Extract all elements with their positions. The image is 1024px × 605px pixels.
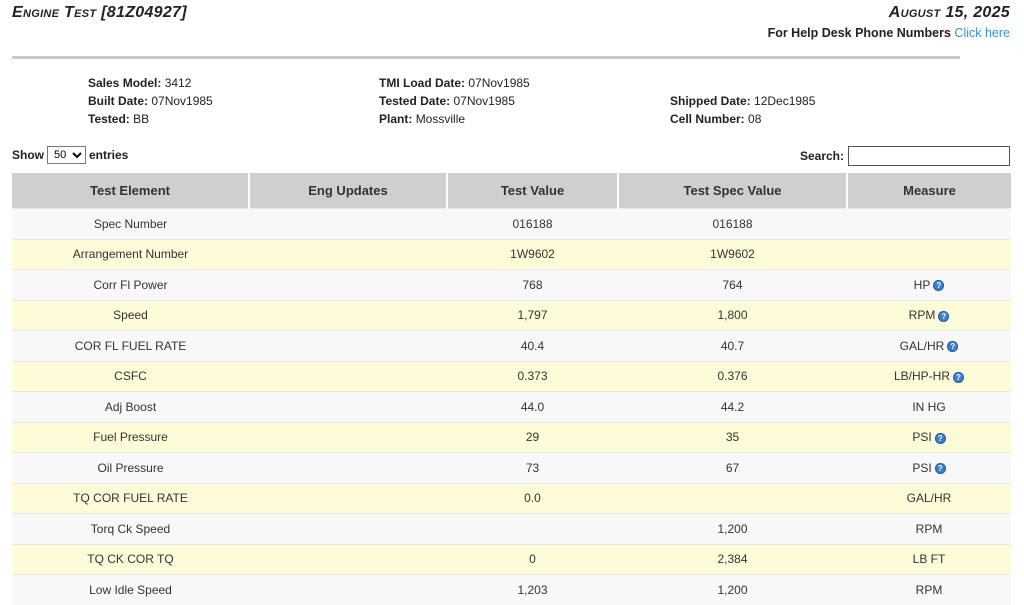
cell-eng-updates xyxy=(249,392,447,423)
cell-measure xyxy=(847,453,1011,484)
info-shipped-date: Shipped Date: 12Dec1985 xyxy=(670,94,816,108)
cell-eng-updates xyxy=(249,575,447,605)
cell-test-element: Fuel Pressure xyxy=(12,422,249,453)
cell-measure xyxy=(847,361,1011,392)
measure-unit: RPM xyxy=(915,521,943,536)
table-row xyxy=(12,239,1011,270)
cell-test-element: Adj Boost xyxy=(12,392,249,423)
cell-test-element: TQ CK COR TQ xyxy=(12,544,249,575)
table-row xyxy=(12,483,1011,514)
show-entries-control: Show 50 entries xyxy=(12,146,128,164)
helpdesk-text: For Help Desk Phone Numbers xyxy=(767,26,951,40)
cell-test-element: CSFC xyxy=(12,361,249,392)
cell-measure xyxy=(847,483,1011,514)
report-date: August 15, 2025 xyxy=(888,4,1010,21)
measure-unit: RPM xyxy=(915,582,943,597)
info-built-date: Built Date: 07Nov1985 xyxy=(88,94,213,108)
table-row xyxy=(12,300,1011,331)
table-row xyxy=(12,392,1011,423)
table-row xyxy=(12,575,1011,605)
cell-test-element: COR FL FUEL RATE xyxy=(12,331,249,362)
info-tested-date: Tested Date: 07Nov1985 xyxy=(379,94,515,108)
header-divider xyxy=(12,56,960,59)
cell-test-element: Arrangement Number xyxy=(12,239,249,270)
measure-unit: LB FT xyxy=(912,552,946,567)
cell-eng-updates xyxy=(249,544,447,575)
column-header-eng-updates[interactable]: Eng Updates xyxy=(249,173,447,209)
engine-test-table xyxy=(12,173,1011,605)
cell-test-spec-value: 1,200 xyxy=(618,575,847,605)
cell-test-value: 016188 xyxy=(447,209,618,240)
cell-test-value: 40.4 xyxy=(447,331,618,362)
table-row xyxy=(12,209,1011,240)
cell-test-spec-value: 2,384 xyxy=(618,544,847,575)
table-row xyxy=(12,331,1011,362)
measure-unit: GAL/HR xyxy=(899,338,945,353)
cell-test-element: TQ COR FUEL RATE xyxy=(12,483,249,514)
cell-test-value: 73 xyxy=(447,453,618,484)
search-input[interactable] xyxy=(848,146,1010,166)
cell-test-spec-value: 1,800 xyxy=(618,300,847,331)
cell-test-value: 29 xyxy=(447,422,618,453)
cell-test-spec-value: 44.2 xyxy=(618,392,847,423)
help-icon[interactable]: ? xyxy=(935,433,946,444)
measure-unit: GAL/HR xyxy=(906,491,952,506)
cell-test-value: 1,203 xyxy=(447,575,618,605)
helpdesk-note xyxy=(768,26,1010,40)
cell-measure xyxy=(847,270,1011,301)
help-icon[interactable]: ? xyxy=(938,311,949,322)
cell-test-value: 0.373 xyxy=(447,361,618,392)
measure-unit: PSI xyxy=(912,430,932,445)
cell-eng-updates xyxy=(249,514,447,545)
cell-measure xyxy=(847,331,1011,362)
info-sales-model: Sales Model: 3412 xyxy=(88,76,192,90)
measure-unit: HP xyxy=(913,277,931,292)
cell-eng-updates xyxy=(249,209,447,240)
cell-test-value: 0.0 xyxy=(447,483,618,514)
info-cell-number: Cell Number: 08 xyxy=(670,112,762,126)
cell-test-value: 1,797 xyxy=(447,300,618,331)
cell-measure xyxy=(847,392,1011,423)
cell-test-element: Oil Pressure xyxy=(12,453,249,484)
cell-eng-updates xyxy=(249,270,447,301)
cell-test-spec-value: 67 xyxy=(618,453,847,484)
measure-unit: IN HG xyxy=(912,399,946,414)
measure-unit: PSI xyxy=(912,460,932,475)
cell-measure xyxy=(847,575,1011,605)
cell-test-element: Corr Fl Power xyxy=(12,270,249,301)
cell-measure xyxy=(847,209,1011,240)
cell-test-spec-value: 764 xyxy=(618,270,847,301)
cell-test-element: Speed xyxy=(12,300,249,331)
cell-measure xyxy=(847,544,1011,575)
cell-eng-updates xyxy=(249,239,447,270)
cell-test-value: 768 xyxy=(447,270,618,301)
cell-test-element: Torq Ck Speed xyxy=(12,514,249,545)
cell-test-spec-value: 0.376 xyxy=(618,361,847,392)
cell-eng-updates xyxy=(249,453,447,484)
cell-eng-updates xyxy=(249,361,447,392)
column-header-test-value[interactable]: Test Value xyxy=(447,173,618,209)
column-header-measure[interactable]: Measure xyxy=(847,173,1011,209)
cell-test-value: 0 xyxy=(447,544,618,575)
table-row xyxy=(12,361,1011,392)
measure-unit: RPM xyxy=(908,308,936,323)
help-icon[interactable]: ? xyxy=(947,341,958,352)
table-row xyxy=(12,270,1011,301)
cell-test-spec-value: 35 xyxy=(618,422,847,453)
table-row xyxy=(12,453,1011,484)
cell-test-element: Spec Number xyxy=(12,209,249,240)
cell-measure xyxy=(847,239,1011,270)
table-header-row xyxy=(12,173,1011,209)
cell-test-value xyxy=(447,514,618,545)
cell-test-spec-value xyxy=(618,483,847,514)
page-title: Engine Test [81Z04927] xyxy=(12,4,187,21)
helpdesk-link[interactable]: Click here xyxy=(954,26,1010,40)
table-row xyxy=(12,544,1011,575)
cell-test-spec-value: 1W9602 xyxy=(618,239,847,270)
cell-test-element: Low Idle Speed xyxy=(12,575,249,605)
column-header-test-spec-value[interactable]: Test Spec Value xyxy=(618,173,847,209)
cell-test-value: 44.0 xyxy=(447,392,618,423)
cell-test-spec-value: 1,200 xyxy=(618,514,847,545)
cell-measure xyxy=(847,514,1011,545)
cell-test-value: 1W9602 xyxy=(447,239,618,270)
search-control: Search: xyxy=(800,146,1010,166)
info-tmi-load-date: TMI Load Date: 07Nov1985 xyxy=(379,76,530,90)
help-icon[interactable]: ? xyxy=(933,280,944,291)
cell-measure xyxy=(847,422,1011,453)
table-row xyxy=(12,514,1011,545)
cell-eng-updates xyxy=(249,300,447,331)
help-icon[interactable]: ? xyxy=(953,372,964,383)
cell-measure xyxy=(847,300,1011,331)
help-icon[interactable]: ? xyxy=(935,463,946,474)
cell-test-spec-value: 40.7 xyxy=(618,331,847,362)
info-tested: Tested: BB xyxy=(88,112,150,126)
cell-test-spec-value: 016188 xyxy=(618,209,847,240)
entries-select[interactable] xyxy=(47,146,86,164)
cell-eng-updates xyxy=(249,483,447,514)
measure-unit: LB/HP-HR xyxy=(893,369,950,384)
info-plant: Plant: Mossville xyxy=(379,112,466,126)
table-row xyxy=(12,422,1011,453)
cell-eng-updates xyxy=(249,422,447,453)
column-header-test-element[interactable]: Test Element xyxy=(12,173,249,209)
cell-eng-updates xyxy=(249,331,447,362)
